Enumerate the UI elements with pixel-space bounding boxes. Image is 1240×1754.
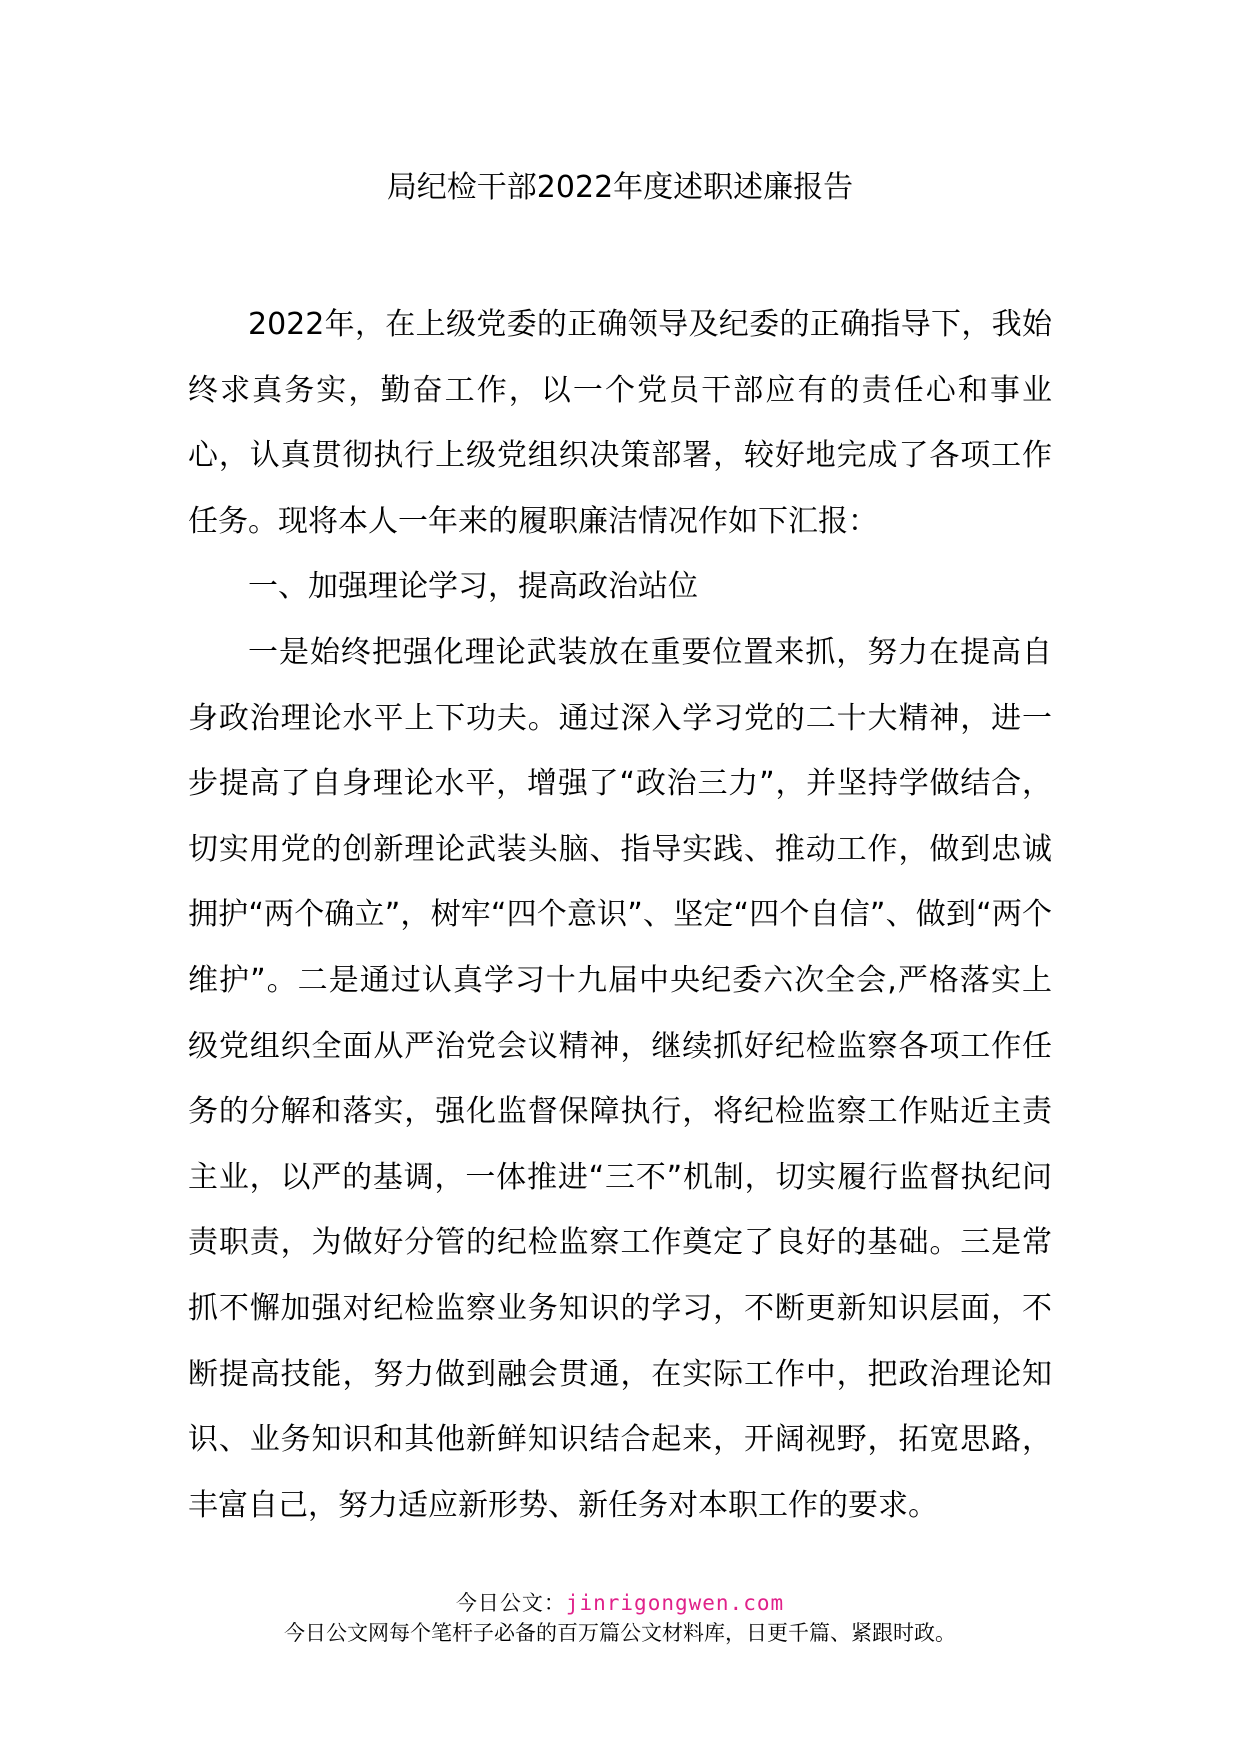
section-heading: 一、加强理论学习，提高政治站位 — [248, 569, 698, 605]
body-paragraph: 一是始终把强化理论武装放在重要位置来抓，努力在提高自身政治理论水平上下功夫。通过深入学习党的二十大精神，进一步提高了自身理论水平，增强了“政治三力”，并坚持学做结合，切实用党的创新理论武装头脑、指导实践、推动工作，做到忠诚拥护“两个确立”，树牢“四个意识”、坚定“四个自信”、做到“两个维护”。二是通过认真学习十九届中央纪委六次全会,严格落实上级党组织全面从严治党会议精神，继续抓好纪检监察各项工作任务的分解和落实，强化监督保障执行，将纪检监察工作贴近主责主业，以严的基调，一体推进“三不”机制，切实履行监督执纪问责职责，为做好分管的纪检监察工作奠定了良好的基础。三是常抓不懈加强对纪检监察业务知识的学习，不断更新知识层面，不断提高技能，努力做到融会贯通，在实际工作中，把政治理论知识、业务知识和其他新鲜知识结合起来，开阔视野，拓宽思路，丰富自己，努力适应新形势、新任务对本职工作的要求。 — [188, 634, 1052, 1523]
page-title: 局纪检干部2022年度述职述廉报告 — [386, 170, 854, 205]
document-body — [188, 292, 1052, 1538]
footer-site-line — [0, 1588, 1240, 1618]
intro-paragraph: 2022年，在上级党委的正确领导及纪委的正确指导下，我始终求真务实，勤奋工作，以一个党员干部应有的责任心和事业心，认真贯彻执行上级党组织决策部署，较好地完成了各项工作任务。现将本人一年来的履职廉洁情况作如下汇报： — [188, 307, 1052, 539]
footer-site-label: 今日公文： — [455, 1591, 566, 1615]
page-footer — [0, 1588, 1240, 1648]
footer-slogan: 今日公文网每个笔杆子必备的百万篇公文材料库，日更千篇、紧跟时政。 — [284, 1621, 956, 1645]
footer-site-link[interactable]: jinrigongwen.com — [565, 1591, 785, 1615]
